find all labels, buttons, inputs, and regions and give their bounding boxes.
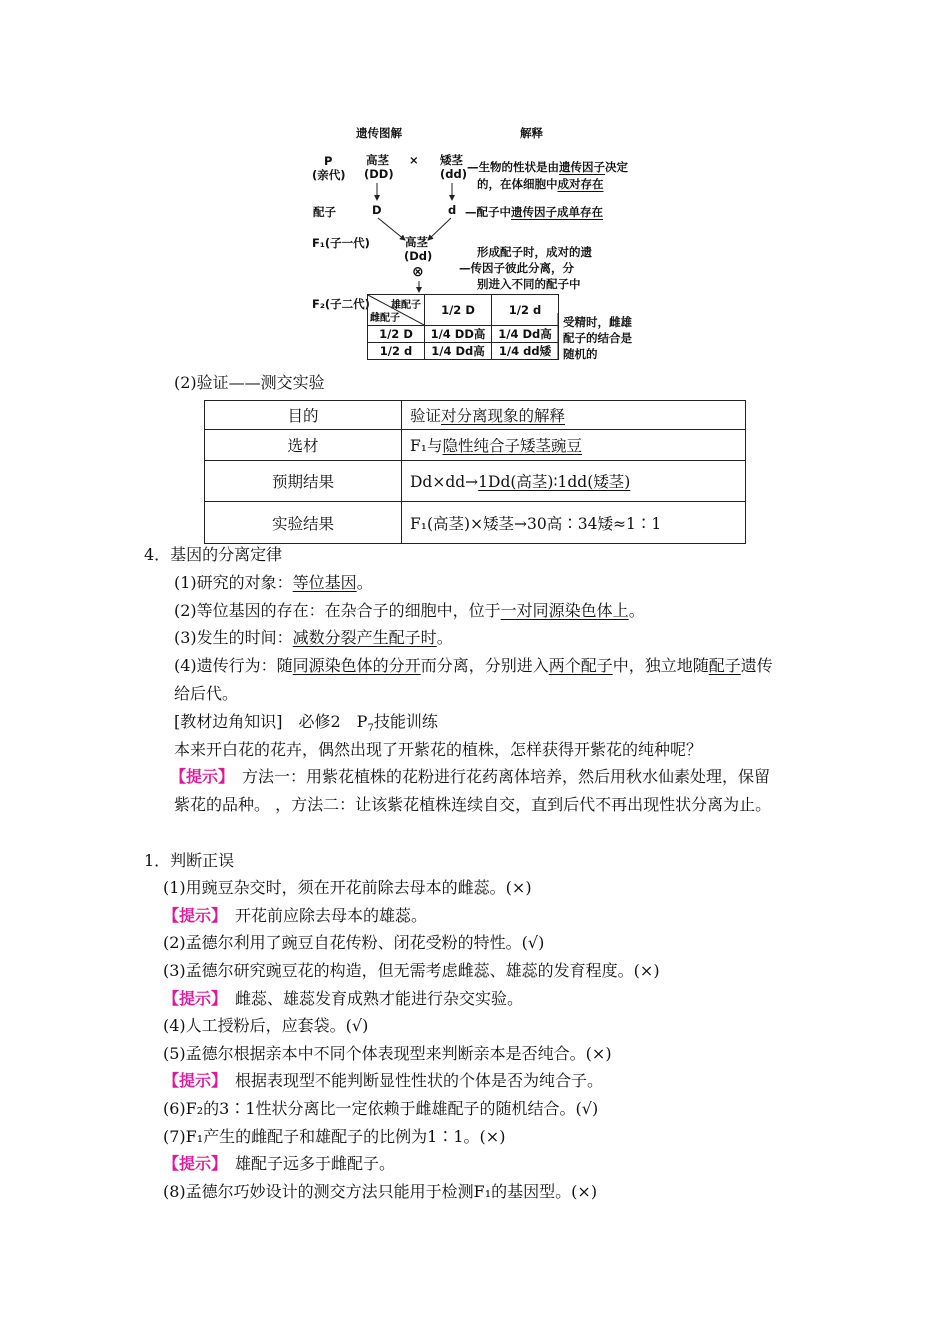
parent-tall: 高茎: [366, 153, 389, 167]
corner-answer-line-2: 紫花的品种。 ，方法二：让该紫花植株连续自交，直到后代不再出现性状分离为止。: [174, 795, 772, 814]
corner-answer-line-1: 【提示】 方法一：用紫花植株的花粉进行花药离体培养，然后用秋水仙素处理，保留: [170, 767, 771, 786]
verify-heading: (2)验证——测交实验: [174, 373, 325, 392]
diagram-header-left: 遗传图解: [356, 126, 402, 140]
explanation-4-line-3: 随机的: [563, 347, 598, 361]
col-header-1: 1/2 D: [425, 295, 492, 326]
diagram-arrows: [0, 0, 950, 400]
row-label-actual: 实验结果: [205, 502, 402, 544]
hint-label: 【提示】: [170, 767, 227, 786]
explanation-1-line-1: —生物的性状是由遗传因子决定: [467, 160, 628, 174]
p-sub-label: (亲代): [312, 168, 346, 182]
corner-question: 本来开白花的花卉，偶然出现了开紫花的植株，怎样获得开紫花的纯种呢？: [174, 740, 703, 759]
verify-table: [204, 400, 746, 544]
parent-tall-genotype: (DD): [364, 167, 394, 181]
col-header-2: 1/2 d: [492, 295, 559, 326]
gamete-D: D: [372, 203, 382, 217]
judge-item-3: (3)孟德尔研究豌豆花的构造，但无需考虑雌蕊、雄蕊的发育程度。(×): [163, 961, 660, 980]
selfing-icon: ⊗: [412, 264, 424, 280]
parent-short: 矮茎: [440, 153, 463, 167]
row-value-purpose: 验证对分离现象的解释: [402, 401, 746, 430]
law-point-3: (3)发生的时间：减数分裂产生配子时。: [174, 628, 453, 647]
hint-label: 【提示】: [163, 1071, 220, 1090]
diagram-header-right: 解释: [520, 126, 543, 140]
explanation-2: —配子中遗传因子成单存在: [465, 205, 603, 219]
table-row: [205, 461, 746, 502]
table-row: [205, 430, 746, 461]
row-value-actual: F₁(高茎)×矮茎→30高∶34矮≈1∶1: [402, 502, 746, 544]
male-gamete-header: 雄配子: [391, 300, 421, 311]
p-label: P: [324, 154, 333, 168]
hint-label: 【提示】: [163, 906, 220, 925]
hint-label: 【提示】: [163, 989, 220, 1008]
table-row: [205, 502, 746, 544]
explanation-4-line-2: 配子的结合是: [563, 331, 632, 345]
cell-r2-c1: 1/4 Dd高: [425, 343, 492, 360]
judge-item-8: (8)孟德尔巧妙设计的测交方法只能用于检测F₁的基因型。(×): [163, 1182, 598, 1201]
row-label-material: 选材: [205, 430, 402, 461]
hint-label: 【提示】: [163, 1154, 220, 1173]
law-point-4-cont: 给后代。: [174, 684, 239, 703]
judge-item-1: (1)用豌豆杂交时，须在开花前除去母本的雌蕊。(×): [163, 878, 532, 897]
cell-r1-c2: 1/4 Dd高: [492, 326, 559, 343]
judge-hint-7: 【提示】 雄配子远多于雌配子。: [163, 1154, 396, 1173]
f1-tall: 高茎: [405, 235, 428, 249]
cell-r1-c1: 1/4 DD高: [425, 326, 492, 343]
explanation-3-line-3: 别进入不同的配子中: [477, 277, 581, 291]
row-value-material: F₁与隐性纯合子矮茎豌豆: [402, 430, 746, 461]
f1-genotype: (Dd): [404, 249, 433, 263]
judge-item-6: (6)F₂的3∶1性状分离比一定依赖于雌雄配子的随机结合。(√): [163, 1099, 599, 1118]
gamete-d: d: [448, 203, 457, 217]
law-point-4: (4)遗传行为：随同源染色体的分开而分离，分别进入两个配子中，独立地随配子遗传: [174, 656, 773, 675]
judge-item-7: (7)F₁产生的雌配子和雄配子的比例为1∶1。(×): [163, 1127, 506, 1146]
explanation-1-line-2: 的，在体细胞中成对存在: [477, 177, 604, 191]
f2-label: F₂(子二代): [312, 297, 370, 311]
arrow-d-to-f1: [428, 218, 451, 240]
row-header-2: 1/2 d: [368, 343, 425, 360]
judge-title: 1．判断正误: [144, 851, 235, 870]
row-label-expected: 预期结果: [205, 461, 402, 502]
f1-label: F₁(子一代): [312, 236, 370, 250]
parent-short-genotype: (dd): [440, 167, 467, 181]
judge-hint-5: 【提示】 根据表现型不能判断显性性状的个体是否为纯合子。: [163, 1071, 604, 1090]
judge-item-2: (2)孟德尔利用了豌豆自花传粉、闭花受粉的特性。(√): [163, 933, 545, 952]
row-value-expected: Dd×dd→1Dd(高茎)∶1dd(矮茎): [402, 461, 746, 502]
law-title: 4．基因的分离定律: [144, 545, 283, 564]
cell-r2-c2: 1/4 dd矮: [492, 343, 559, 360]
arrow-D-to-f1: [378, 218, 405, 240]
explanation-4-line-1: 受精时，雌雄: [563, 315, 632, 329]
row-header-1: 1/2 D: [368, 326, 425, 343]
gamete-label: 配子: [313, 205, 336, 219]
judge-item-4: (4)人工授粉后，应套袋。(√): [163, 1016, 369, 1035]
judge-item-5: (5)孟德尔根据亲本中不同个体表现型来判断亲本是否纯合。(×): [163, 1044, 612, 1063]
judge-hint-1: 【提示】 开花前应除去母本的雄蕊。: [163, 906, 428, 925]
row-label-purpose: 目的: [205, 401, 402, 430]
cross-symbol: ×: [409, 153, 419, 167]
explanation-3-line-1: 形成配子时，成对的遗: [477, 245, 592, 259]
judge-hint-3: 【提示】 雌蕊、雄蕊发育成熟才能进行杂交实验。: [163, 989, 524, 1008]
corner-title: [教材边角知识] 必修2 $P_7$技能训练: [174, 712, 438, 735]
female-gamete-header: 雌配子: [370, 313, 400, 324]
explanation-3-line-2: —传因子彼此分离，分: [459, 261, 574, 275]
law-point-1: (1)研究的对象：等位基因。: [174, 573, 373, 592]
law-point-2: (2)等位基因的存在：在杂合子的细胞中，位于一对同源染色体上。: [174, 601, 645, 620]
table-row: [205, 401, 746, 430]
